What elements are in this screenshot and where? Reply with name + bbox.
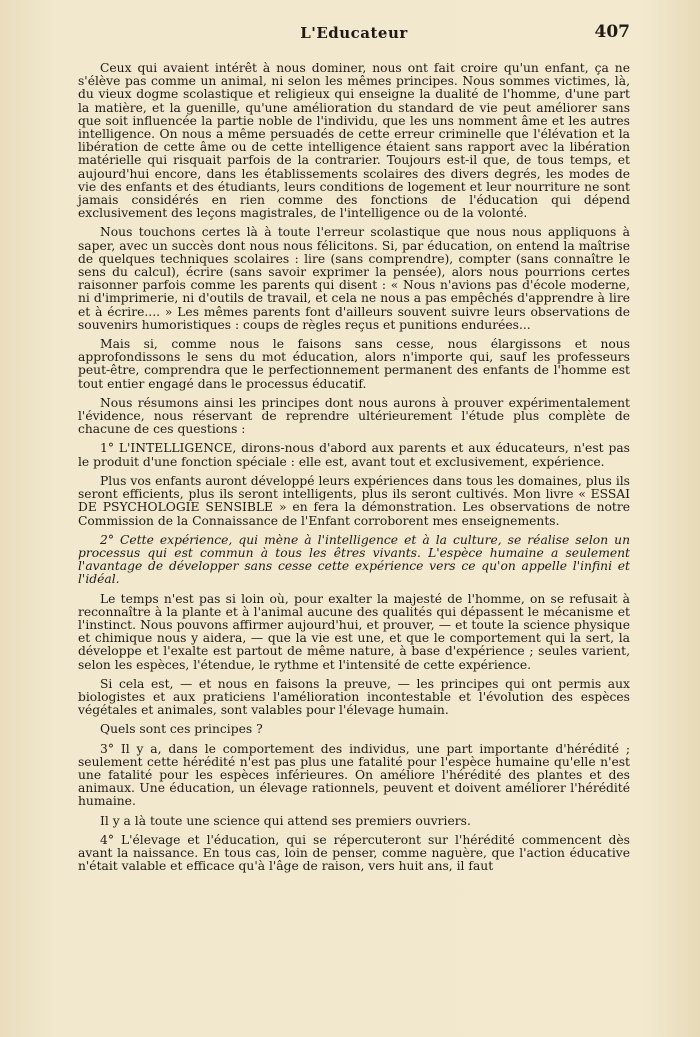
journal-title: L'Educateur bbox=[300, 24, 408, 42]
paragraph: 2° Cette expérience, qui mène à l'intelligence et à la culture, se réalise selon un processus qui est commun à tous les êtres vivants. L'espèce humaine a seulement l'avantage de développer sans cesse cette expérience vers ce qu'on appelle l'infini et l'idéal. bbox=[78, 532, 630, 587]
paragraph: Il y a là toute une science qui attend ses premiers ouvriers. bbox=[100, 813, 471, 828]
paragraph: 3° Il y a, dans le comportement des individus, une part importante d'hérédité ; seulement cette hérédité n'est pas plus une fatalité pour l'espèce humaine qu'elle n'est une fatalité pour les espèces inférieures. On améliore l'hérédité des plantes et des animaux. Une éducation, un élevage rationnels, peuvent et doivent améliorer l'hérédité humaine. bbox=[78, 741, 630, 809]
article-body bbox=[78, 62, 630, 873]
paragraph: Quels sont ces principes ? bbox=[100, 722, 263, 737]
paragraph: Mais si, comme nous le faisons sans cesse, nous élargissons et nous approfondissons le sens du mot éducation, alors n'importe qui, sauf les professeurs peut-être, comprendra que le perfectionnement permanent des enfants de l'homme est tout entier engagé dans le processus éducatif. bbox=[78, 337, 630, 391]
paragraph: 1° L'INTELLIGENCE, dirons-nous d'abord aux parents et aux éducateurs, n'est pas le produit d'une fonction spéciale : elle est, avant tout et exclusivement, expérience. bbox=[78, 441, 630, 469]
paragraph: Plus vos enfants auront développé leurs expériences dans tous les domaines, plus ils seront efficients, plus ils seront intelligents, plus ils seront cultivés. Mon livre « ESSAI DE PSYCHOLOGIE SENSIBLE » en fera la démonstration. Les observations de notre Commission de la Connaissance de l'Enfant corroborent mes enseignements. bbox=[78, 473, 630, 528]
paragraph: Ceux qui avaient intérêt à nous dominer, nous ont fait croire qu'un enfant, ça ne s'élève pas comme un animal, ni selon les mêmes principes. Nous sommes victimes, là, du vieux dogme scolastique et religieux qui enseigne la dualité de l'homme, d'une part la matière, et la guenille, qu'une amélioration du standard de vie peut améliorer sans que soit influencée la partie noble de l'individu, que les uns nomment âme et les autres intelligence. On nous a même persuadés de cette erreur criminelle que l'élévation et la libération de cette âme ou de cette intelligence étaient sans rapport avec la libération matérielle qui risquait parfois de la contrarier. Toujours est-il que, de tous temps, et aujourd'hui encore, dans les établissements scolaires des divers degrés, les modes de vie des enfants et des étudiants, leurs conditions de logement et leur nourriture ne sont jamais considérés en rien comme des fonctions de l'éducation qui dépend exclusivement des leçons magistrales, de l'intelligence ou de la volonté. bbox=[78, 61, 630, 221]
paragraph: Nous touchons certes là à toute l'erreur scolastique que nous nous appliquons à saper, avec un succès dont nous nous félicitons. Si, par éducation, on entend la maîtrise de quelques techniques scolaires : lire (sans comprendre), compter (sans connaître le sens du calcul), écrire (sans savoir exprimer la pensée), alors nous pourrions certes raisonner parfois comme les parents qui disent : « Nous n'avions pas d'école moderne, ni d'imprimerie, ni d'outils de travail, et cela ne nous a pas empêchés d'apprendre à lire et à écrire.... » Les mêmes parents font d'ailleurs souvent suivre leurs observations de souvenirs humoristiques : coups de règles reçus et punitions endurées... bbox=[78, 225, 630, 332]
paragraph: Nous résumons ainsi les principes dont nous aurons à prouver expérimentalement l'évidence, nous réservant de reprendre ultérieurement l'étude plus complète de chacune de ces questions : bbox=[78, 395, 630, 437]
page-number: 407 bbox=[594, 22, 630, 42]
paragraph: Si cela est, — et nous en faisons la preuve, — les principes qui ont permis aux biologistes et aux praticiens l'amélioration incontestable et l'évolution des espèces végétales et animales, sont valables pour l'élevage humain. bbox=[78, 676, 630, 718]
paragraph: 4° L'élevage et l'éducation, qui se répercuteront sur l'hérédité commencent dès avant la naissance. En tous cas, loin de penser, comme naguère, que l'action éducative n'était valable et efficace qu'à l'âge de raison, vers huit ans, il faut bbox=[78, 832, 630, 874]
paragraph: Le temps n'est pas si loin où, pour exalter la majesté de l'homme, on se refusait à reconnaître à la plante et à l'animal aucune des qualités qui dépassent le mécanisme et l'instinct. Nous pouvons affirmer aujourd'hui, et prouver, — et toute la science physique et chimique nous y aidera, — que la vie est une, et que le comportement qui la sert, la développe et l'exalte est partout de même nature, à base d'expérience ; seules varient, selon les espèces, l'étendue, le rythme et l'intensité de cette expérience. bbox=[78, 591, 630, 672]
running-header bbox=[78, 22, 630, 62]
